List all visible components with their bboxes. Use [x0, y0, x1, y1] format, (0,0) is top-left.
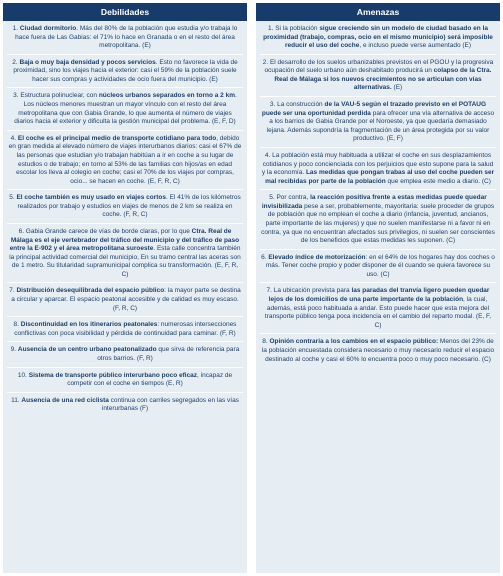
amenazas-list — [256, 21, 500, 367]
debilidad-item-8 — [7, 317, 243, 342]
bold-text-segment: núcleos urbanos separados en torno a 2 km — [98, 92, 235, 100]
amenazas-column — [256, 3, 500, 573]
text-segment: , debido en gran medida al elevado número de viajes interurbanos diarios: casi el 67% de las personas que estudian y/o trabajan habitúan a ir en coche a su lugar de estudios o de trabajo; en torno al 53% de las familias con hijos/as en edad escolar los lleva al colegio en coche; casi el 70% de los viajes por compras, ocio... se hacen en coche. (E, F, R, C) — [8, 134, 242, 185]
bold-text-segment: El coche es el principal medio de transporte cotidiano para todo — [17, 134, 217, 142]
text-segment: : la mayor parte se destina a circular y aparcar. El espacio peatonal accesible y de calidad es muy escaso. (F, R, C) — [11, 287, 241, 312]
debilidad-item-7 — [7, 283, 243, 317]
text-segment: 7. — [9, 287, 17, 295]
debilidad-item-10 — [7, 368, 243, 393]
debilidad-item-6 — [7, 224, 243, 283]
text-segment: 2. — [12, 58, 20, 66]
debilidades-list — [3, 21, 247, 417]
text-segment: 3. Estructura polinuclear, con — [13, 92, 99, 100]
bold-text-segment: Sistema de transporte público interurbano poco eficaz — [28, 371, 198, 379]
text-segment: 5. — [9, 194, 17, 202]
amenazas-header: Amenazas — [256, 3, 500, 21]
text-segment: : numerosas intersecciones conflictivas con poca visibilidad y pérdida de continuidad para caminar. (F, R) — [14, 321, 237, 337]
debilidad-item-1 — [7, 21, 243, 55]
bold-text-segment: Distribución desequilibrada del espacio público — [16, 287, 165, 295]
bold-text-segment: sigue creciendo sin un modelo de ciudad basado en la proximidad (trabajo, compras, ocio en el mismo municipio) será imposible reducir el uso del coche — [263, 25, 493, 50]
amenaza-item-3 — [260, 97, 496, 148]
text-segment: 9. — [10, 346, 18, 354]
text-segment: 11. — [11, 396, 22, 404]
text-segment: 8. — [13, 321, 21, 329]
text-segment: 5. Por contra, — [269, 194, 311, 202]
debilidades-header: Debilidades — [3, 3, 247, 21]
text-segment: 1. — [12, 25, 20, 32]
text-segment: . El 41% de los kilómetros realizados por trabajo y estudios en viajes de menos de 2 km se realiza en coche. (F, R, C) — [17, 194, 241, 219]
bold-text-segment: Baja o muy baja densidad y pocos servicios — [19, 58, 156, 66]
text-segment: (E) — [391, 84, 403, 92]
text-segment: que emplea este medio a diario. (C) — [385, 177, 491, 185]
bold-text-segment: Opinión contraria a los cambios en el espacio público: — [269, 338, 439, 346]
text-segment: 6. — [261, 253, 269, 261]
amenaza-item-7 — [260, 283, 496, 334]
text-segment: que sirva de referencia para otros barrios. (F, R) — [97, 346, 240, 362]
text-segment: 2. El desarrollo de los suelos urbanizables previstos en el PGOU y la progresiva ocupación del suelo urbano aún deshabitado producirá un — [262, 58, 494, 75]
text-segment: pese a ser, probablemente, mayoritaria: suele proceder de grupos de población que no emplean el coche a diario (infancia, juventud, ancianos, parte importante de las mujeres) y que no suelen manifestarse ni a favor ni en contra, ya que no encuentran afectados sus privilegios, ni suelen ser conscientes de los beneficios que estas medidas les suponen. (C) — [261, 202, 495, 245]
debilidad-item-4 — [7, 131, 243, 190]
text-segment: , la cual, además, está poco habituada a andar. Esto puede hacer que esta mejora del transporte público tenga poca incidencia en el cambio del reparto modal. (E, F, C) — [264, 296, 492, 329]
text-segment: continua con carriles segregados en las vías interurbanas (F) — [101, 396, 239, 413]
text-segment: , e incluso puede verse aumentado (E) — [359, 42, 472, 50]
text-segment: 1. Si la población — [268, 25, 320, 32]
text-segment: 4. La población está muy habituada a utilizar el coche en sus desplazamientos cotidianos y poco concienciada con los perjuicios que esto supone para la salud y la economía. — [261, 151, 494, 177]
bold-text-segment: Ctra. Real de Málaga es el eje vertebrador del tráfico del municipio y del tráfico de paso entre la E-902 y el área metropolitana suroeste — [9, 227, 240, 253]
text-segment: 8. — [262, 338, 270, 346]
bold-text-segment: El coche también es muy usado en viajes cortos — [16, 194, 166, 202]
amenaza-item-6 — [260, 250, 496, 284]
text-segment: 10. — [17, 371, 29, 379]
text-segment: 6. Gabia Grande carece de vías de borde claras, por lo que — [18, 227, 192, 235]
bold-text-segment: de la VAU-5 según el trazado previsto en el POTAUG puede ser una oportunidad perdida — [261, 101, 487, 117]
amenaza-item-8 — [260, 334, 496, 367]
text-segment: 3. La construcción — [269, 101, 325, 109]
amenaza-item-1 — [260, 21, 496, 55]
bold-text-segment: colapso de la Ctra. Real de Málaga si los nuevos crecimientos no se articulan con vías alternativas. — [274, 67, 492, 92]
debilidad-item-9 — [7, 342, 243, 367]
bold-text-segment: Las medidas que pongan trabas al uso del coche pueden ser mal recibidas por parte de la población — [265, 169, 495, 185]
bold-text-segment: las paradas del tranvía ligero pueden quedar lejos de los domicilios de una parte importante de la población — [268, 287, 490, 304]
text-segment: 4. — [10, 134, 18, 142]
amenaza-item-4 — [260, 148, 496, 190]
bold-text-segment: Ciudad dormitorio — [19, 25, 77, 32]
text-segment: . Esto no favorece la vida de proximidad, sino los viajes hacia el exterior: casi el 59% de la población suele hacer sus compras y actividades de ocio fuera del municipio. (E) — [13, 58, 238, 83]
text-segment: . Más del 80% de la población que estudia y/o trabaja lo hace fuera de Las Gabias: el 71% lo hace en Granada o en el resto del área metropolitana. (E) — [15, 25, 238, 50]
debilidad-item-3 — [7, 88, 243, 130]
text-segment: Menos del 23% de la población encuestada considera necesario o muy necesario reducir el espacio destinado al coche y casi el 60% lo encuentra poco o muy poco necesario. (C) — [261, 338, 495, 363]
debilidad-item-5 — [7, 190, 243, 224]
debilidad-item-2 — [7, 55, 243, 89]
bold-text-segment: Ausencia de un centro urbano peatonalizado — [17, 346, 157, 354]
text-segment: . Esta calle concentra también la principal actividad comercial del municipio, En su tramo central las aceras son de 1 metro. Su titularidad supramunicipal complica su transformación. (E, F, R, C) — [9, 245, 241, 278]
text-segment: . Los núcleos menores muestran un mayor vínculo con el resto del área metropolitana que con Gabia Grande, lo que aumenta el número de viajes diarios hacia el exterior y dificulta la gestión municipal del problema. (E, F, D) — [14, 92, 237, 126]
bold-text-segment: Discontinuidad en los itinerarios peatonales — [20, 321, 158, 329]
amenaza-item-2 — [260, 55, 496, 97]
text-segment: : en el 64% de los hogares hay dos coches o más. Tener coche propio y poder disponer de él cuando se quiera favorece su uso. (C) — [265, 253, 495, 278]
debilidades-column — [3, 3, 247, 573]
bold-text-segment: Elevado índice de motorización — [268, 253, 366, 261]
text-segment: , incapaz de competir con el coche en tiempos (E, R) — [67, 371, 233, 388]
text-segment: 7. La ubicación prevista para — [266, 287, 352, 295]
bold-text-segment: Ausencia de una red ciclista — [21, 396, 109, 404]
text-segment: para ofrecer una vía alternativa de acceso a los barrios de Gabia Grande por el Noroeste, ya que quedaría demasiado lejana. Además supondría la fragmentación de un área protegida por su valor productivo. (E, F) — [266, 109, 495, 143]
debilidad-item-11 — [7, 393, 243, 417]
amenaza-item-5 — [260, 190, 496, 249]
bold-text-segment: la reacción positiva frente a estas medidas puede quedar invisibilizada — [261, 194, 487, 210]
